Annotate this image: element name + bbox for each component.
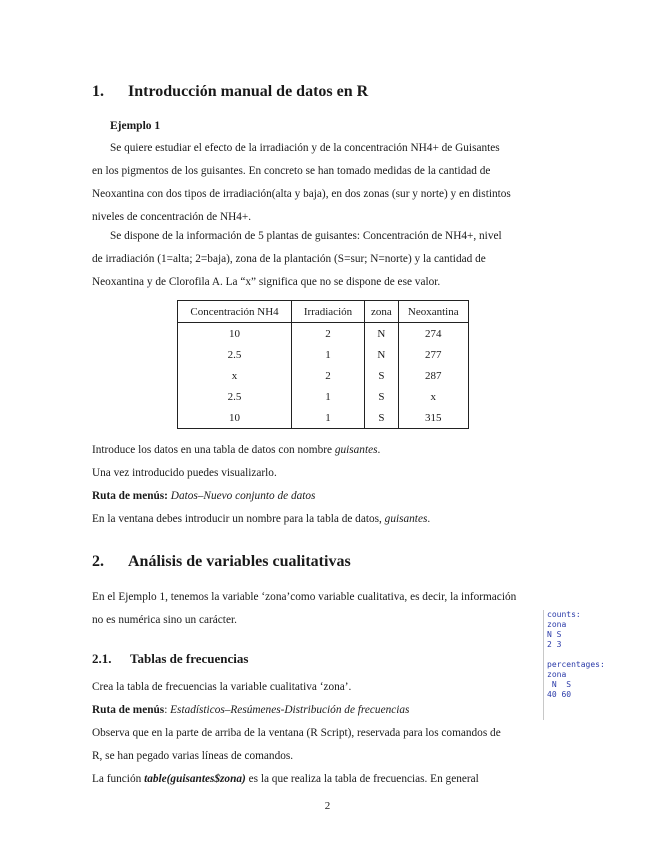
text-span: Introduce los datos en una tabla de datos con nombre [92,444,335,456]
text-line: no es numérica sino un carácter. [92,614,237,626]
table-header-cell: zona [365,301,399,323]
subsection-2-1-body [92,676,562,791]
text-line: Se quiere estudiar el efecto de la irradiación y de la concentración NH4+ de Guisantes [110,142,500,154]
table-cell: S [365,407,399,429]
menu-path-label: Ruta de menús [92,704,165,716]
table-row [178,407,469,429]
text-line [92,768,562,791]
table-header-cell: Irradiación [292,301,365,323]
table-cell: N [365,344,399,365]
table-cell: 1 [292,407,365,429]
table-cell: S [365,386,399,407]
dataset-name: guisantes [334,444,378,456]
data-table [177,300,469,429]
text-line: En el Ejemplo 1, tenemos la variable ‘zona’como variable cualitativa, es decir, la información [92,591,517,603]
text-span: La función [92,773,145,785]
function-code: table(guisantes$zona) [144,773,246,785]
text-line: Una vez introducido puedes visualizarlo. [92,467,277,479]
table-cell: N [365,323,399,345]
section-2-heading [92,553,351,571]
text-line: R, se han pegado varias líneas de comandos. [92,750,294,762]
section-2-number: 2. [92,553,104,570]
console-line: zona [547,670,567,679]
table-header-cell: Concentración NH4 [178,301,292,323]
text-line: niveles de concentración de NH4+. [92,211,252,223]
table-cell: S [365,365,399,386]
section-2-paragraph-1 [92,586,562,632]
subsection-title: Tablas de frecuencias [130,651,249,666]
console-line: 2 3 [547,640,562,649]
table-row [178,386,469,407]
table-row [178,323,469,345]
section-1-paragraph-1 [92,137,562,229]
dataset-name: guisantes [384,513,428,525]
table-row [178,344,469,365]
subsection-number: 2.1. [92,651,112,666]
table-cell: 2 [292,365,365,386]
text-span: : [164,704,171,716]
console-line: N S [547,680,572,689]
table-cell: 2.5 [178,344,292,365]
section-1-title: Introducción manual de datos en R [128,83,369,100]
console-line: 40 60 [547,690,572,699]
table-cell: 2.5 [178,386,292,407]
text-line: de irradiación (1=alta; 2=baja), zona de la plantación (S=sur; N=norte) y la cantidad de [92,253,486,265]
table-cell: 274 [398,323,468,345]
table-cell: x [398,386,468,407]
example-heading: Ejemplo 1 [110,120,161,132]
table-cell: 287 [398,365,468,386]
section-2-title: Análisis de variables cualitativas [128,553,351,570]
text-span: es la que realiza la tabla de frecuencias. En general [245,773,479,785]
table-cell: 2 [292,323,365,345]
text-line: Crea la tabla de frecuencias la variable cualitativa ‘zona’. [92,681,352,693]
page-number: 2 [324,800,331,812]
table-cell: 1 [292,344,365,365]
console-line: zona [547,620,567,629]
text-line [92,508,562,531]
table-header-row [178,301,469,323]
subsection-2-1-heading [92,651,248,667]
menu-path-label: Ruta de menús: [92,490,168,502]
section-1-paragraph-2 [92,225,562,294]
menu-path-line [92,699,562,722]
table-header-cell: Neoxantina [398,301,468,323]
table-cell: x [178,365,292,386]
text-span: . [377,444,381,456]
text-line: Neoxantina y de Clorofila A. La “x” significa que no se dispone de ese valor. [92,276,441,288]
text-line: en los pigmentos de los guisantes. En concreto se han tomado medidas de la cantidad de [92,165,491,177]
text-line: Neoxantina con dos tipos de irradiación(alta y baja), en dos zonas (sur y norte) y en distintos [92,188,511,200]
console-line: N S [547,630,562,639]
text-line: Se dispone de la información de 5 plantas de guisantes: Concentración de NH4+, nivel [110,230,502,242]
section-1-number: 1. [92,83,104,100]
table-cell: 277 [398,344,468,365]
text-line [92,439,562,462]
section-1-instructions [92,439,562,531]
console-line: percentages: [547,660,605,669]
section-1-heading [92,83,368,101]
menu-path: Datos–Nuevo conjunto de datos [170,490,316,502]
text-line: Observa que en la parte de arriba de la ventana (R Script), reservada para los comandos de [92,727,501,739]
console-line [547,650,617,660]
menu-path: Estadísticos–Resúmenes-Distribución de frecuencias [170,704,410,716]
menu-path-line [92,485,562,508]
console-line: counts: [547,610,581,619]
r-console-output [543,610,617,720]
table-row [178,365,469,386]
table-cell: 315 [398,407,468,429]
text-span: . [427,513,431,525]
text-span: En la ventana debes introducir un nombre para la tabla de datos, [92,513,385,525]
table-cell: 10 [178,407,292,429]
table-cell: 1 [292,386,365,407]
table-cell: 10 [178,323,292,345]
